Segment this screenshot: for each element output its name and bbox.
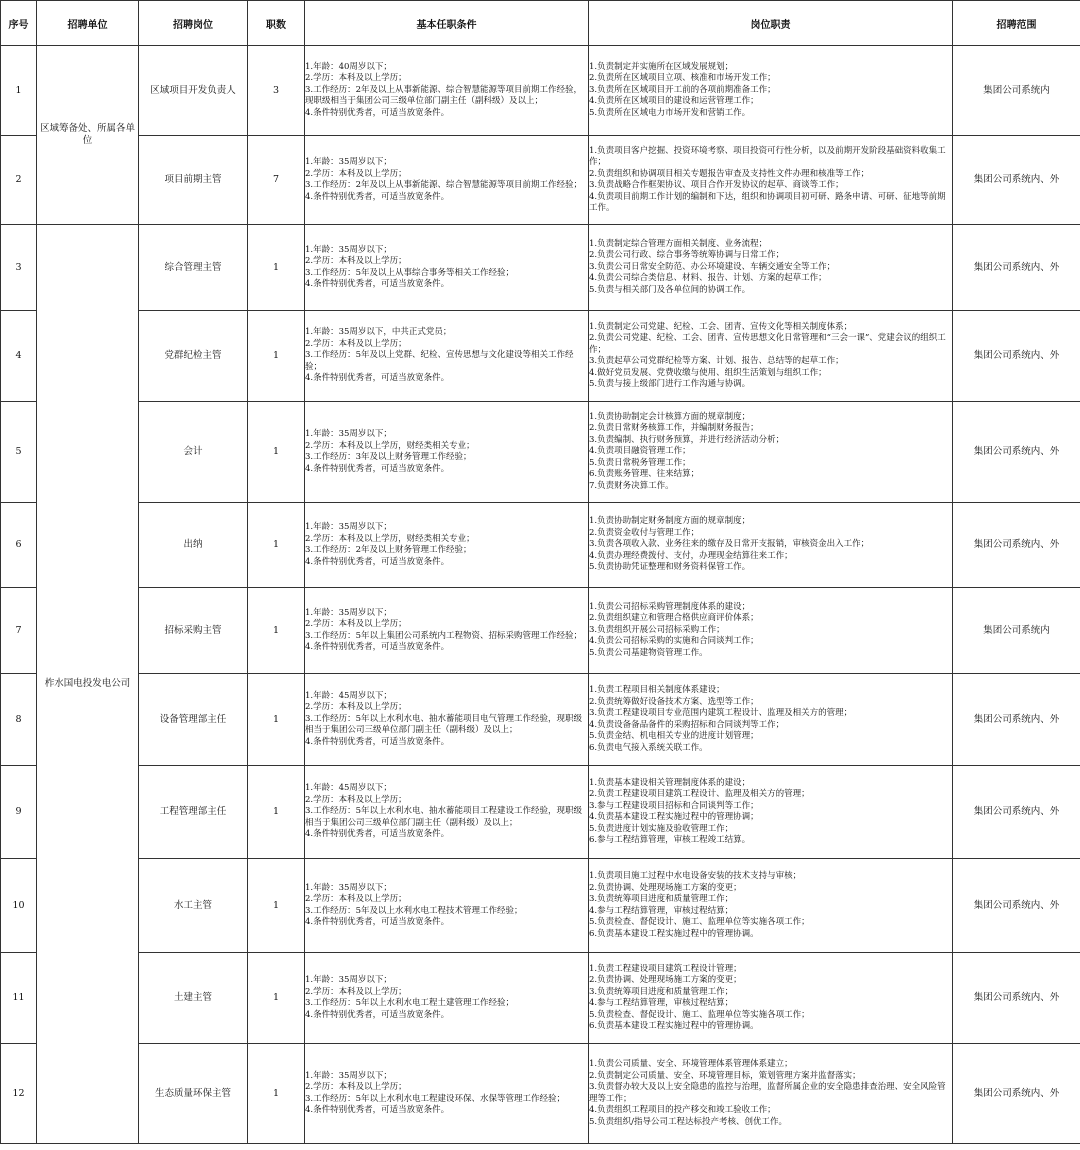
requirement-line: 2.学历：本科及以上学历； bbox=[305, 619, 407, 629]
post-name: 水工主管 bbox=[139, 859, 248, 953]
duty-line: 5.负责与接上级部门进行工作沟通与协调。 bbox=[589, 379, 751, 389]
requirements-cell bbox=[305, 953, 589, 1044]
requirement-line: 3.工作经历：5年及以上党群、纪检、宣传思想与文化建设等相关工作经验； bbox=[305, 350, 574, 372]
recruit-scope: 集团公司系统内、外 bbox=[953, 503, 1080, 588]
duty-line: 1.负责工程项目相关制度体系建设； bbox=[589, 685, 725, 695]
requirement-line: 3.工作经历：2年及以上财务管理工作经验； bbox=[305, 545, 472, 555]
recruit-scope: 集团公司系统内、外 bbox=[953, 766, 1080, 859]
requirement-line: 4.条件特别优秀者，可适当放宽条件。 bbox=[305, 642, 450, 652]
requirement-line: 3.工作经历：5年以上水利水电工程建设环保、水保等管理工作经验； bbox=[305, 1093, 566, 1104]
header-unit: 招聘单位 bbox=[37, 1, 139, 46]
post-name: 区域项目开发负责人 bbox=[139, 46, 248, 136]
duty-line: 4.负责项目前期工作计划的编制和下达，组织和协调项目初可研、路条申请、可研、征地等前期工作。 bbox=[589, 191, 946, 213]
duty-line: 3.负责战略合作框架协议、项目合作开发协议的起草、商谈等工作； bbox=[589, 180, 844, 190]
requirements-cell bbox=[305, 136, 589, 225]
duty-line: 2.负责公司党建、纪检、工会、团青、宣传思想文化日常管理和“三会一课”、党建会议的组织工作； bbox=[589, 333, 946, 355]
duty-line: 2.负责制定公司质量、安全、环境管理目标，策划管理方案并监督落实； bbox=[589, 1070, 861, 1081]
post-count: 1 bbox=[248, 225, 305, 311]
recruit-scope: 集团公司系统内、外 bbox=[953, 225, 1080, 311]
requirement-line: 1.年龄：35周岁以下； bbox=[305, 157, 392, 167]
duty-line: 1.负责制定综合管理方面相关制度、业务流程； bbox=[589, 238, 768, 249]
duties-cell bbox=[589, 953, 953, 1044]
requirements-cell bbox=[305, 402, 589, 503]
duty-line: 2.负责所在区域项目立项、核准和市场开发工作； bbox=[589, 73, 776, 84]
row-number: 12 bbox=[1, 1044, 37, 1144]
duty-line: 4.负责设备备品备件的采购招标和合同谈判等工作； bbox=[589, 719, 785, 730]
duty-line: 4.负责公司综合类信息、材料、报告、计划、方案的起草工作； bbox=[589, 273, 827, 284]
table-row bbox=[1, 225, 1080, 311]
duty-line: 2.负责日常财务核算工作，并编制财务报告； bbox=[589, 423, 759, 434]
duty-line: 3.负责公司日常安全防范、办公环境建设、车辆交通安全等工作； bbox=[589, 261, 836, 272]
requirement-line: 4.条件特别优秀者，可适当放宽条件。 bbox=[305, 556, 450, 567]
requirement-line: 2.学历：本科及以上学历； bbox=[305, 256, 407, 266]
duty-line: 6.负责电气接入系统关联工作。 bbox=[589, 742, 708, 753]
duty-line: 2.负责协调、处理现场施工方案的变更； bbox=[589, 882, 742, 893]
row-number: 1 bbox=[1, 46, 37, 136]
duty-line: 6.负责基本建设工程实施过程中的管理协调。 bbox=[589, 1021, 759, 1031]
row-number: 5 bbox=[1, 402, 37, 503]
requirement-line: 3.工作经历：5年及以上水利水电工程技术管理工作经验； bbox=[305, 905, 523, 916]
table-row bbox=[1, 766, 1080, 859]
requirement-line: 1.年龄：35周岁以下； bbox=[305, 429, 392, 439]
requirement-line: 4.条件特别优秀者，可适当放宽条件。 bbox=[305, 373, 450, 384]
duty-line: 1.负责项目客户挖掘、投资环境考察、项目投资可行性分析，以及前期开发阶段基础资料收集工作； bbox=[589, 145, 946, 167]
requirement-line: 3.工作经历：5年以上水利水电、抽水蓄能项目电气管理工作经验，现职级相当于集团公司三级单位部门副主任（副科级）及以上； bbox=[305, 713, 583, 736]
recruit-scope: 集团公司系统内、外 bbox=[953, 1044, 1080, 1144]
requirement-line: 1.年龄：35周岁以下； bbox=[305, 975, 392, 985]
recruit-scope: 集团公司系统内、外 bbox=[953, 402, 1080, 503]
duty-line: 3.负责组织开展公司招标采购工作； bbox=[589, 624, 725, 635]
duty-line: 4.负责组织工程项目的投产移交和竣工验收工作； bbox=[589, 1105, 776, 1115]
header-no: 序号 bbox=[1, 1, 37, 46]
requirement-line: 3.工作经历：3年及以上财务管理工作经验； bbox=[305, 452, 472, 462]
requirement-line: 4.条件特别优秀者，可适当放宽条件。 bbox=[305, 829, 450, 840]
row-number: 6 bbox=[1, 503, 37, 588]
post-count: 1 bbox=[248, 1044, 305, 1144]
duty-line: 1.负责公司招标采购管理制度体系的建设； bbox=[589, 601, 751, 612]
post-count: 1 bbox=[248, 859, 305, 953]
header-duties: 岗位职责 bbox=[589, 1, 953, 46]
duties-cell bbox=[589, 588, 953, 674]
requirement-line: 1.年龄：35周岁以下； bbox=[305, 882, 392, 893]
requirement-line: 2.学历：本科及以上学历； bbox=[305, 73, 407, 84]
table-row bbox=[1, 953, 1080, 1044]
duty-line: 3.负责统筹项目进度和质量管理工作； bbox=[589, 986, 734, 997]
duty-line: 3.负责所在区域项目开工前的各项前期准备工作； bbox=[589, 84, 776, 95]
requirement-line: 4.条件特别优秀者，可适当放宽条件。 bbox=[305, 1105, 450, 1115]
post-name: 项目前期主管 bbox=[139, 136, 248, 225]
requirement-line: 1.年龄：40周岁以下； bbox=[305, 61, 392, 72]
requirement-line: 3.工作经历：2年及以上从事新能源、综合智慧能源等项目前期工作经验； bbox=[305, 180, 583, 190]
post-count: 1 bbox=[248, 766, 305, 859]
post-count: 1 bbox=[248, 311, 305, 402]
table-row bbox=[1, 136, 1080, 225]
duty-line: 5.负责与相关部门及各单位间的协调工作。 bbox=[589, 284, 751, 295]
duties-cell bbox=[589, 1044, 953, 1144]
header-count: 职数 bbox=[248, 1, 305, 46]
requirement-line: 2.学历：本科及以上学历； bbox=[305, 702, 407, 713]
duty-line: 1.负责工程建设项目建筑工程设计管理； bbox=[589, 963, 742, 974]
requirement-line: 1.年龄：45周岁以下； bbox=[305, 690, 392, 701]
duty-line: 5.负责组织/指导公司工程达标投产考核、创优工作。 bbox=[589, 1116, 787, 1127]
duty-line: 4.负责基本建设工程实施过程中的管理协调； bbox=[589, 812, 759, 822]
post-count: 1 bbox=[248, 953, 305, 1044]
duty-line: 5.负责进度计划实施及验收管理工作； bbox=[589, 823, 734, 834]
requirement-line: 3.工作经历：2年及以上从事新能源、综合智慧能源等项目前期工作经验，现职级相当于集团公司三级单位部门副主任（副科级）及以上； bbox=[305, 84, 583, 107]
requirements-cell bbox=[305, 311, 589, 402]
duty-line: 6.负责基本建设工程实施过程中的管理协调。 bbox=[589, 928, 759, 939]
requirement-line: 2.学历：本科及以上学历，财经类相关专业； bbox=[305, 533, 475, 544]
duty-line: 3.负责起草公司党群纪检等方案、计划、报告、总结等的起草工作； bbox=[589, 356, 844, 366]
recruit-scope: 集团公司系统内、外 bbox=[953, 136, 1080, 225]
duties-cell bbox=[589, 225, 953, 311]
requirement-line: 2.学历：本科及以上学历； bbox=[305, 986, 407, 997]
requirement-line: 3.工作经历：5年及以上从事综合事务等相关工作经验； bbox=[305, 267, 515, 278]
duty-line: 4.负责项目融资管理工作； bbox=[589, 446, 691, 457]
duties-cell bbox=[589, 402, 953, 503]
post-count: 1 bbox=[248, 588, 305, 674]
row-number: 2 bbox=[1, 136, 37, 225]
requirement-line: 4.条件特别优秀者，可适当放宽条件。 bbox=[305, 279, 450, 289]
header-scope: 招聘范围 bbox=[953, 1, 1080, 46]
duty-line: 2.负责公司行政、综合事务等统筹协调与日常工作； bbox=[589, 250, 785, 261]
duties-cell bbox=[589, 859, 953, 953]
duty-line: 1.负责基本建设相关管理制度体系的建设； bbox=[589, 777, 751, 788]
duty-line: 2.负责统筹做好设备技术方案、选型等工作； bbox=[589, 696, 759, 707]
requirement-line: 4.条件特别优秀者，可适当放宽条件。 bbox=[305, 1009, 450, 1020]
recruit-scope: 集团公司系统内、外 bbox=[953, 311, 1080, 402]
duty-line: 2.负责组织和协调项目相关专题报告审查及支持性文件办理和核准等工作； bbox=[589, 168, 870, 179]
duty-line: 5.负责检查、督促设计、施工、监理单位等实施各项工作； bbox=[589, 1009, 810, 1020]
row-number: 3 bbox=[1, 225, 37, 311]
requirement-line: 4.条件特别优秀者，可适当放宽条件。 bbox=[305, 191, 450, 202]
requirement-line: 1.年龄：35周岁以下； bbox=[305, 244, 392, 255]
requirement-line: 1.年龄：35周岁以下，中共正式党员； bbox=[305, 327, 452, 338]
unit-company: 柞水国电投发电公司 bbox=[37, 225, 139, 1144]
row-number: 10 bbox=[1, 859, 37, 953]
duty-line: 1.负责制定公司党建、纪检、工会、团青、宣传文化等相关制度体系； bbox=[589, 321, 853, 332]
requirements-cell bbox=[305, 588, 589, 674]
requirement-line: 1.年龄：35周岁以下； bbox=[305, 522, 392, 532]
post-name: 招标采购主管 bbox=[139, 588, 248, 674]
duty-line: 4.负责所在区域项目的建设和运营管理工作； bbox=[589, 96, 759, 107]
recruit-scope: 集团公司系统内 bbox=[953, 588, 1080, 674]
table-row bbox=[1, 311, 1080, 402]
post-name: 党群纪检主管 bbox=[139, 311, 248, 402]
duty-line: 1.负责协助制定会计核算方面的规章制度； bbox=[589, 411, 751, 422]
duty-line: 4.参与工程结算管理，审核过程结算； bbox=[589, 998, 734, 1008]
requirement-line: 4.条件特别优秀者，可适当放宽条件。 bbox=[305, 917, 450, 927]
requirements-cell bbox=[305, 859, 589, 953]
post-count: 1 bbox=[248, 503, 305, 588]
post-name: 工程管理部主任 bbox=[139, 766, 248, 859]
duties-cell bbox=[589, 503, 953, 588]
duty-line: 5.负责金结、机电相关专业的进度计划管理； bbox=[589, 731, 759, 741]
requirement-line: 2.学历：本科及以上学历； bbox=[305, 338, 407, 349]
post-name: 设备管理部主任 bbox=[139, 674, 248, 766]
requirement-line: 2.学历：本科及以上学历； bbox=[305, 168, 407, 179]
duties-cell bbox=[589, 311, 953, 402]
duty-line: 1.负责项目施工过程中水电设备安装的技术支持与审核； bbox=[589, 871, 802, 881]
duty-line: 4.做好党员发展、党费收缴与使用、组织生活策划与组织工作； bbox=[589, 367, 827, 378]
duties-cell bbox=[589, 136, 953, 225]
duties-cell bbox=[589, 674, 953, 766]
duty-line: 3.负责各项收入款、业务往来的缴存及日常开支报销，审核资金出入工作； bbox=[589, 539, 870, 550]
table-row bbox=[1, 46, 1080, 136]
row-number: 9 bbox=[1, 766, 37, 859]
duty-line: 5.负责协助凭证整理和财务资料保管工作。 bbox=[589, 562, 751, 573]
requirement-line: 3.工作经历：5年以上水利水电工程土建管理工作经验； bbox=[305, 998, 515, 1008]
recruit-scope: 集团公司系统内 bbox=[953, 46, 1080, 136]
requirements-cell bbox=[305, 46, 589, 136]
table-row bbox=[1, 1044, 1080, 1144]
row-number: 11 bbox=[1, 953, 37, 1044]
duty-line: 3.负责统筹项目进度和质量管理工作； bbox=[589, 894, 734, 904]
duty-line: 6.负责账务管理、往来结算； bbox=[589, 469, 700, 480]
requirements-cell bbox=[305, 674, 589, 766]
requirement-line: 1.年龄：35周岁以下； bbox=[305, 1070, 392, 1081]
requirements-cell bbox=[305, 503, 589, 588]
duties-cell bbox=[589, 766, 953, 859]
duties-cell bbox=[589, 46, 953, 136]
post-name: 生态质量环保主管 bbox=[139, 1044, 248, 1144]
post-count: 1 bbox=[248, 674, 305, 766]
table-row bbox=[1, 859, 1080, 953]
recruit-scope: 集团公司系统内、外 bbox=[953, 953, 1080, 1044]
row-number: 7 bbox=[1, 588, 37, 674]
duty-line: 5.负责所在区域电力市场开发和营销工作。 bbox=[589, 107, 751, 118]
requirements-cell bbox=[305, 1044, 589, 1144]
requirement-line: 2.学历：本科及以上学历； bbox=[305, 894, 407, 904]
header-post: 招聘岗位 bbox=[139, 1, 248, 46]
duty-line: 3.负责督办较大及以上安全隐患的监控与治理，监督所属企业的安全隐患排查治理、安全风险管理等工作； bbox=[589, 1082, 946, 1104]
duty-line: 2.负责工程建设项目建筑工程设计、监理及相关方的管理； bbox=[589, 789, 810, 799]
requirements-cell bbox=[305, 225, 589, 311]
post-name: 土建主管 bbox=[139, 953, 248, 1044]
requirement-line: 2.学历：本科及以上学历； bbox=[305, 794, 407, 805]
duty-line: 1.负责公司质量、安全、环境管理体系管理体系建立； bbox=[589, 1059, 793, 1069]
post-count: 1 bbox=[248, 402, 305, 503]
duty-line: 5.负责公司基建物资管理工作。 bbox=[589, 647, 708, 658]
duty-line: 3.参与工程建设项目招标和合同谈判等工作； bbox=[589, 800, 759, 811]
duty-line: 3.负责编制、执行财务预算，并进行经济活动分析； bbox=[589, 434, 785, 445]
duty-line: 4.负责办理经费拨付、支付，办理现金结算往来工作； bbox=[589, 550, 793, 561]
duty-line: 5.负责检查、督促设计、施工、监理单位等实施各项工作； bbox=[589, 917, 810, 927]
duty-line: 6.参与工程结算管理，审核工程竣工结算。 bbox=[589, 835, 751, 845]
requirement-line: 4.条件特别优秀者，可适当放宽条件。 bbox=[305, 463, 450, 474]
post-count: 7 bbox=[248, 136, 305, 225]
duty-line: 5.负责日常税务管理工作； bbox=[589, 457, 691, 468]
duty-line: 1.负责协助制定财务制度方面的规章制度； bbox=[589, 516, 751, 527]
post-name: 会计 bbox=[139, 402, 248, 503]
duty-line: 2.负责协调、处理现场施工方案的变更； bbox=[589, 975, 742, 985]
header-requirements: 基本任职条件 bbox=[305, 1, 589, 46]
requirements-cell bbox=[305, 766, 589, 859]
requirement-line: 2.学历：本科及以上学历，财经类相关专业； bbox=[305, 440, 475, 451]
requirement-line: 3.工作经历：5年以上集团公司系统内工程物资、招标采购管理工作经验； bbox=[305, 630, 583, 641]
table-row bbox=[1, 588, 1080, 674]
duty-line: 4.参与工程结算管理，审核过程结算； bbox=[589, 905, 734, 916]
table-body bbox=[1, 46, 1080, 1144]
duty-line: 7.负责财务决算工作。 bbox=[589, 480, 674, 491]
duty-line: 1.负责制定并实施所在区域发展规划； bbox=[589, 61, 734, 72]
recruit-scope: 集团公司系统内、外 bbox=[953, 674, 1080, 766]
requirement-line: 3.工作经历：5年以上水利水电、抽水蓄能项目工程建设工作经验，现职级相当于集团公司三级单位部门副主任（副科级）及以上； bbox=[305, 806, 583, 828]
table-row bbox=[1, 503, 1080, 588]
requirement-line: 2.学历：本科及以上学历； bbox=[305, 1082, 407, 1092]
table-row bbox=[1, 402, 1080, 503]
header-row bbox=[1, 1, 1080, 46]
duty-line: 2.负责组织建立和管理合格供应商评价体系； bbox=[589, 613, 759, 624]
post-count: 3 bbox=[248, 46, 305, 136]
duty-line: 3.负责工程建设项目专业范围内建筑工程设计、监理及相关方的管理； bbox=[589, 708, 853, 718]
requirement-line: 4.条件特别优秀者，可适当放宽条件。 bbox=[305, 736, 450, 747]
duty-line: 2.负责资金收付与管理工作； bbox=[589, 527, 700, 538]
recruit-scope: 集团公司系统内、外 bbox=[953, 859, 1080, 953]
post-name: 综合管理主管 bbox=[139, 225, 248, 311]
requirement-line: 1.年龄：35周岁以下； bbox=[305, 607, 392, 618]
row-number: 8 bbox=[1, 674, 37, 766]
post-name: 出纳 bbox=[139, 503, 248, 588]
table-row bbox=[1, 674, 1080, 766]
requirement-line: 1.年龄：45周岁以下； bbox=[305, 783, 392, 794]
duty-line: 4.负责公司招标采购的实施和合同谈判工作； bbox=[589, 636, 759, 647]
row-number: 4 bbox=[1, 311, 37, 402]
unit-regional: 区域筹备处、所属各单位 bbox=[37, 46, 139, 225]
requirement-line: 4.条件特别优秀者，可适当放宽条件。 bbox=[305, 107, 450, 118]
